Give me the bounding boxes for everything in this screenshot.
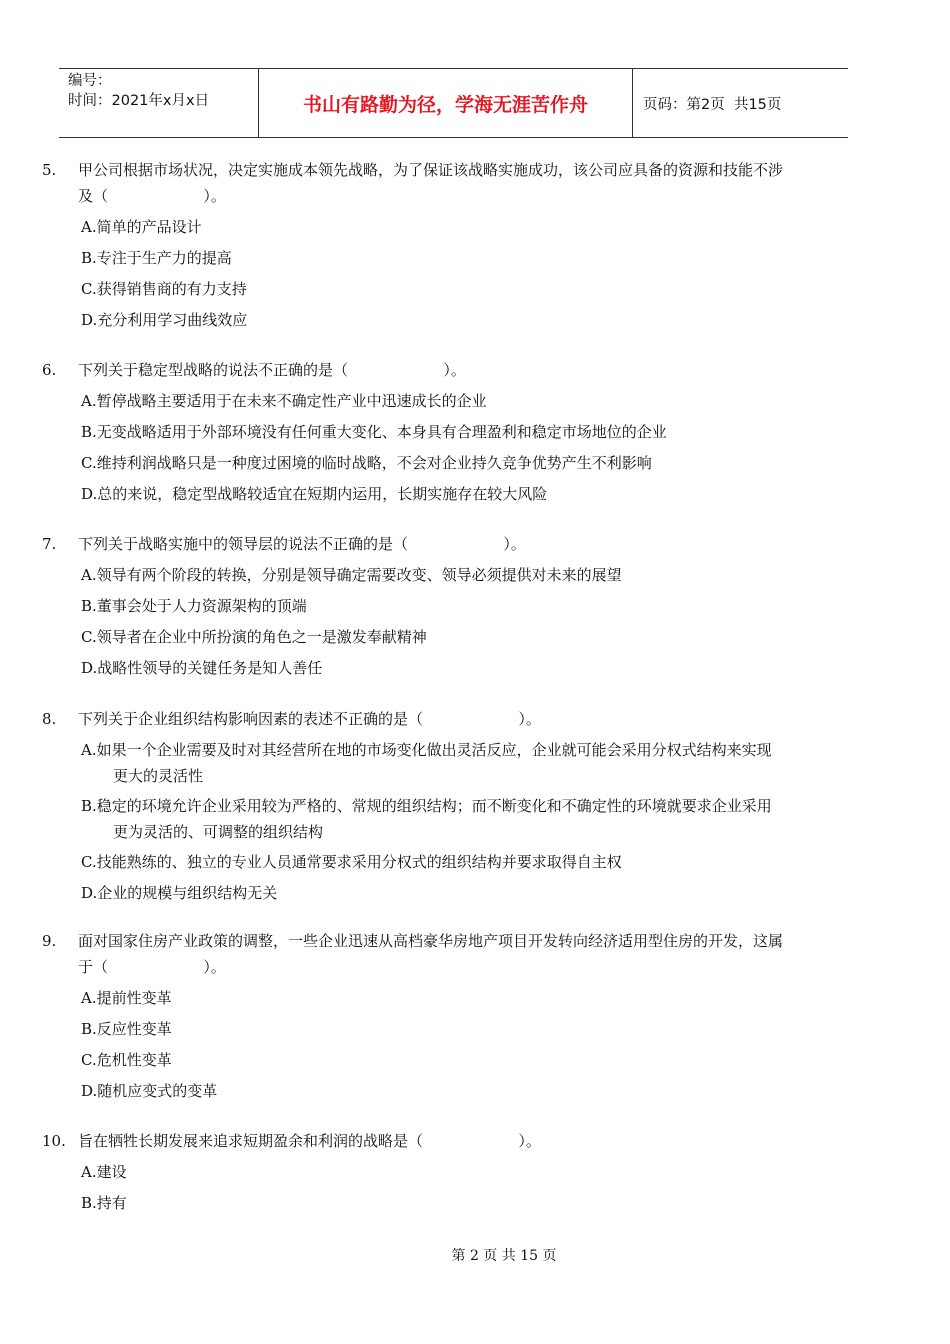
header-meta [59,69,259,137]
option-d: D.企业的规模与组织结构无关 [81,884,278,902]
question-number: 9. [42,932,57,950]
question-stem-line1: 下列关于战略实施中的领导层的说法不正确的是（ ）。 [78,535,526,553]
option-c: C.领导者在企业中所扮演的角色之一是激发奉献精神 [81,628,427,646]
option-d: D.战略性领导的关键任务是知人善任 [81,659,323,677]
question-number: 7. [42,535,57,553]
option-d: D.充分利用学习曲线效应 [81,311,248,329]
option-a: A.建设 [81,1163,127,1181]
question-number: 8. [42,710,57,728]
question-stem-line1: 下列关于稳定型战略的说法不正确的是（ ）。 [78,361,466,379]
page-footer: 第 2 页 共 15 页 [451,1248,557,1264]
question-stem-line2: 于（ ）。 [78,958,226,976]
time-label: 时间：2021年x月x日 [68,93,210,109]
option-c: C.获得销售商的有力支持 [81,280,247,298]
option-c: C.危机性变革 [81,1051,172,1069]
option-a-line2: 更大的灵活性 [113,767,204,785]
option-b: B.持有 [81,1194,127,1212]
question-stem-line1: 下列关于企业组织结构影响因素的表述不正确的是（ ）。 [78,710,541,728]
question-stem-line2: 及（ ）。 [78,187,226,205]
header-motto: 书山有路勤为径，学海无涯苦作舟 [259,69,633,137]
option-b-line2: 更为灵活的、可调整的组织结构 [113,823,324,841]
option-b: B.无变战略适用于外部环境没有任何重大变化、本身具有合理盈利和稳定市场地位的企业 [81,423,667,441]
option-d: D.总的来说，稳定型战略较适宜在短期内运用，长期实施存在较大风险 [81,485,548,503]
question-stem-line1: 甲公司根据市场状况，决定实施成本领先战略，为了保证该战略实施成功，该公司应具备的资源和技能不涉 [78,161,784,179]
option-b: B.董事会处于人力资源架构的顶端 [81,597,307,615]
option-a [81,737,871,789]
question-stem-line1: 面对国家住房产业政策的调整，一些企业迅速从高档豪华房地产项目开发转向经济适用型住房的开发，这属 [78,932,784,950]
option-c: C.维持利润战略只是一种度过困境的临时战略，不会对企业持久竞争优势产生不利影响 [81,454,652,472]
option-b: B.反应性变革 [81,1020,172,1038]
option-a-line1: A.如果一个企业需要及时对其经营所在地的市场变化做出灵活反应，企业就可能会采用分权式结构来实现 [81,741,772,759]
question-stem-line1: 旨在牺牲长期发展来追求短期盈余和利润的战略是（ ）。 [78,1132,541,1150]
question-number: 10. [42,1132,66,1150]
option-b [81,793,871,845]
question-number: 6. [42,361,57,379]
option-a: A.暂停战略主要适用于在未来不确定性产业中迅速成长的企业 [81,392,487,410]
option-b: B.专注于生产力的提高 [81,249,232,267]
option-c: C.技能熟练的、独立的专业人员通常要求采用分权式的组织结构并要求取得自主权 [81,853,622,871]
number-label: 编号： [68,73,112,89]
option-a: A.简单的产品设计 [81,218,202,236]
header-page-info [633,69,848,137]
page-header [59,68,848,138]
option-b-line1: B.稳定的环境允许企业采用较为严格的、常规的组织结构；而不断变化和不确定性的环境就要求企业采用 [81,797,772,815]
option-d: D.随机应变式的变革 [81,1082,218,1100]
option-a: A.领导有两个阶段的转换，分别是领导确定需要改变、领导必须提供对未来的展望 [81,566,622,584]
question-number: 5. [42,161,57,179]
option-a: A.提前性变革 [81,989,172,1007]
page-label: 页码：第2页 共15页 [643,96,782,113]
